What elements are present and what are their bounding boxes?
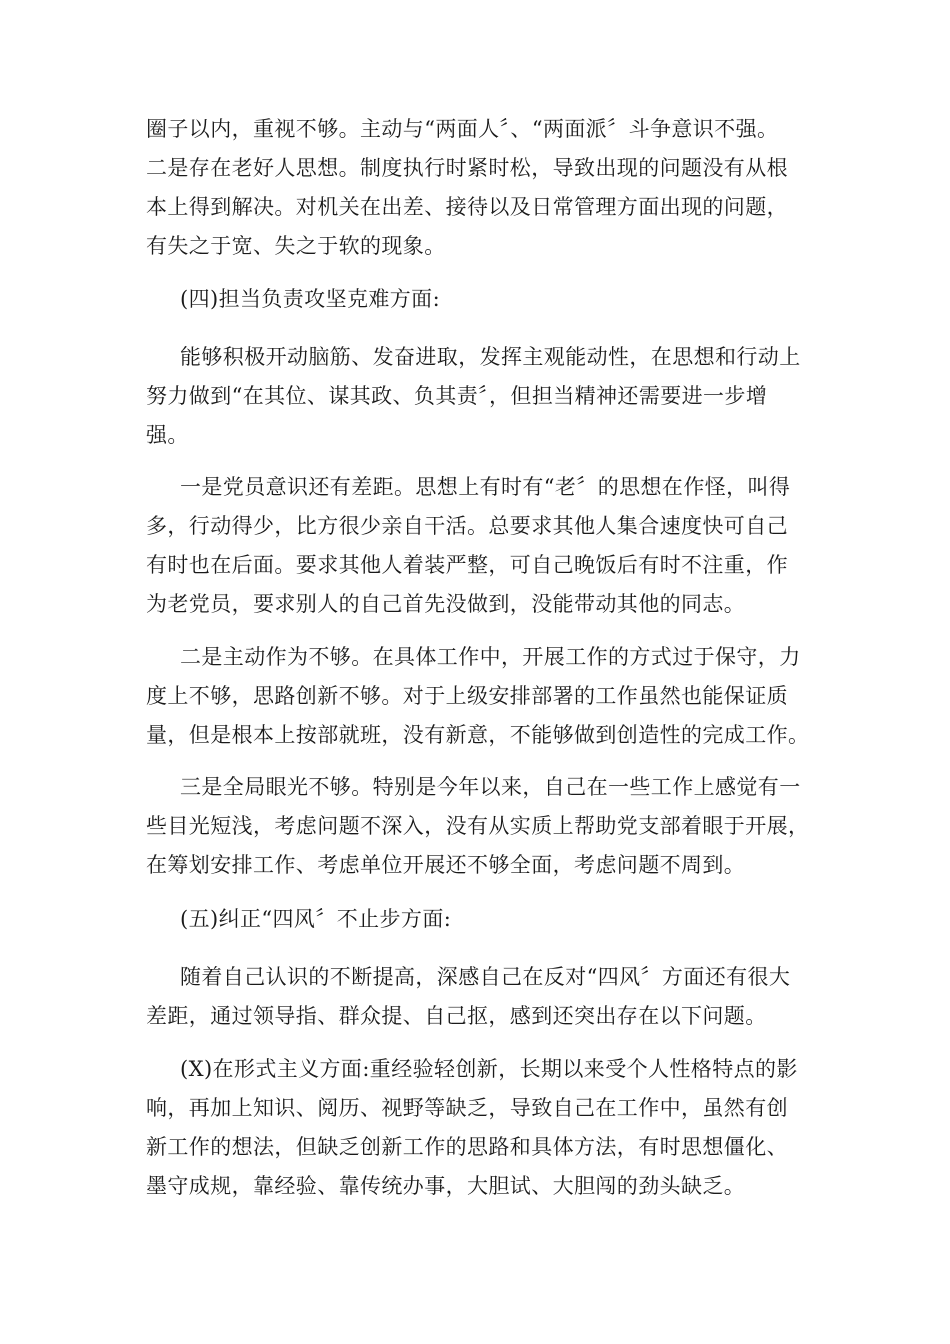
paragraph <box>146 338 810 455</box>
text-line: 强。 <box>146 423 189 447</box>
text-line: 三是全局眼光不够。特别是今年以来，自己在一些工作上感觉有一 <box>180 775 801 799</box>
paragraph-continuation <box>146 110 810 266</box>
text-line: 些目光短浅，考虑问题不深入，没有从实质上帮助党支部着眼于开展， <box>146 814 810 838</box>
text-line: 二是主动作为不够。在具体工作中，开展工作的方式过于保守，力 <box>180 645 801 669</box>
text-line: (X)在形式主义方面:重经验轻创新，长期以来受个人性格特点的影 <box>180 1057 798 1081</box>
text-line: 随着自己认识的不断提高，深感自己在反对“四风〞方面还有很大 <box>180 965 791 989</box>
paragraph <box>146 638 810 755</box>
text-line: 本上得到解决。对机关在出差、接待以及日常管理方面出现的问题， <box>146 195 788 219</box>
text-line: 努力做到“在其位、谋其政、负其责〞，但担当精神还需要进一步增 <box>146 384 768 408</box>
text-line: 在筹划安排工作、考虑单位开展还不够全面，考虑问题不周到。 <box>146 853 746 877</box>
text-line: 圈子以内，重视不够。主动与“两面人〞、“两面派〞斗争意识不强。 <box>146 117 779 141</box>
text-line: 为老党员，要求别人的自己首先没做到，没能带动其他的同志。 <box>146 592 746 616</box>
text-line: 二是存在老好人思想。制度执行时紧时松，导致出现的问题没有从根 <box>146 156 788 180</box>
text-line: 有时也在后面。要求其他人着装严整，可自己晚饭后有时不注重，作 <box>146 553 788 577</box>
text-line: 多，行动得少，比方很少亲自干活。总要求其他人集合速度快可自己 <box>146 514 788 538</box>
paragraph <box>146 958 810 1036</box>
paragraph <box>146 1050 810 1206</box>
text-line: 新工作的想法，但缺乏创新工作的思路和具体方法，有时思想僵化、 <box>146 1135 788 1159</box>
text-line: 能够积极开动脑筋、发奋进取，发挥主观能动性，在思想和行动上 <box>180 345 801 369</box>
heading-text: (五)纠正“四风〞不止步方面: <box>180 907 452 931</box>
text-line: 一是党员意识还有差距。思想上有时有“老〞的思想在作怪，叫得 <box>180 475 791 499</box>
text-line: 有失之于宽、失之于软的现象。 <box>146 234 446 258</box>
paragraph <box>146 468 810 624</box>
text-line: 度上不够，思路创新不够。对于上级安排部署的工作虽然也能保证质 <box>146 684 788 708</box>
section-heading-five <box>146 900 810 939</box>
paragraph <box>146 768 810 885</box>
section-heading-four <box>146 280 810 319</box>
heading-text: (四)担当负责攻坚克难方面: <box>180 287 441 311</box>
text-line: 量，但是根本上按部就班，没有新意，不能够做到创造性的完成工作。 <box>146 723 810 747</box>
text-line: 差距，通过领导指、群众提、自己抠，感到还突出存在以下问题。 <box>146 1004 767 1028</box>
text-line: 墨守成规，靠经验、靠传统办事，大胆试、大胆闯的劲头缺乏。 <box>146 1174 746 1198</box>
text-line: 响，再加上知识、阅历、视野等缺乏，导致自己在工作中，虽然有创 <box>146 1096 788 1120</box>
